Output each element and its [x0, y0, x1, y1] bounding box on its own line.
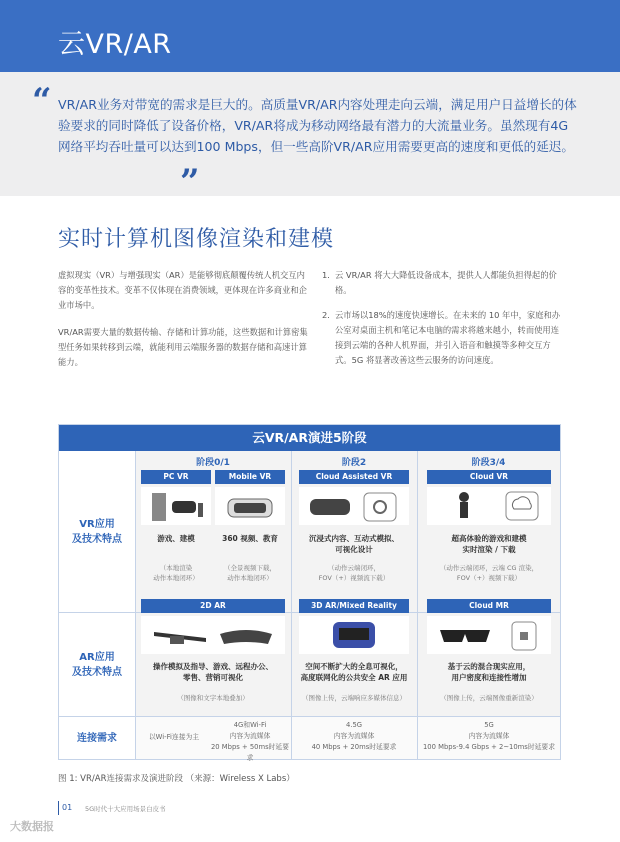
smartglasses-icon — [148, 618, 278, 652]
chip-cloud-vr: Cloud VR — [427, 470, 551, 484]
row-label-conn: 连接需求 — [59, 717, 135, 759]
page-number: 01 — [62, 803, 73, 812]
note: （本地渲染 动作本地闭环） — [153, 564, 199, 582]
left-column — [58, 268, 308, 382]
list-item-number: 2. — [322, 310, 330, 320]
list-item — [322, 268, 567, 298]
smartphone-icon — [520, 632, 528, 640]
conn-cell: 4G和Wi-Fi 内容为流媒体 20 Mbps + 50ms时延要求 — [210, 721, 290, 762]
chip-cloud-mr: Cloud MR — [427, 599, 551, 613]
footer-text: 5G时代十大应用场景白皮书 — [85, 805, 166, 813]
vr-headset-icon — [220, 489, 280, 523]
quote-close-mark: ” — [180, 162, 200, 202]
chip-3d-ar: 3D AR/Mixed Reality — [299, 599, 409, 613]
watermark: 大数据报 — [10, 820, 54, 833]
caption: 基于云的混合现实应用， 用户密度和连接性增加 — [447, 662, 531, 682]
table-title: 云VR/AR演进5阶段 — [59, 425, 560, 451]
quote-open-mark: “ — [32, 81, 52, 121]
left-paragraph: 虚拟现实（VR）与增强现实（AR）是能够彻底颠覆传统人机交互内容的变革性技术。变革不仅体现在消费领域，更体现在许多商业和企业市场中。 — [58, 270, 307, 310]
list-item — [322, 308, 567, 368]
conn-cell: 5G 内容为流媒体 100 Mbps-9.4 Gbps + 2~10ms时延要求 — [422, 721, 556, 751]
divider — [291, 451, 292, 759]
page-header — [0, 0, 620, 72]
stage-label: 阶段3/4 — [471, 458, 506, 468]
row-label-ar: AR应用 及技术特点 — [59, 613, 135, 716]
mobile-vr-image — [215, 487, 285, 525]
conn-cell: 以Wi-Fi连接为主 — [148, 733, 200, 741]
cloud-assisted-vr-image — [299, 487, 409, 525]
chip-mobile-vr: Mobile VR — [215, 470, 285, 484]
stage-label: 阶段0/1 — [196, 458, 230, 468]
list-item-text: 云 VR/AR 将大大降低设备成本，提供人人都能负担得起的价格。 — [335, 270, 557, 295]
caption: 360 视频、教育 — [222, 534, 278, 543]
2d-ar-image — [141, 616, 285, 654]
quote-text: VR/AR业务对带宽的需求是巨大的。高质量VR/AR内容处理走向云端，满足用户日益增长的体验要求的同时降低了设备价格，VR/AR将成为移动网络最有潜力的大流量业务。虽然现有4G网络平均吞吐量可以达到100 Mbps，但一些高阶VR/AR应用需要更高的速度和更低的延迟。 — [58, 97, 577, 154]
evolution-table — [58, 424, 561, 760]
page-header-title: 云VR/AR — [58, 29, 172, 60]
section-title: 实时计算机图像渲染和建模 — [58, 227, 335, 252]
footer-divider — [58, 801, 59, 815]
caption: 沉浸式内容、互动式模拟、 可视化设计 — [309, 534, 399, 554]
note: （图像和文字本地叠加） — [177, 694, 249, 702]
chip-pc-vr: PC VR — [141, 470, 211, 484]
pc-vr-image — [141, 487, 211, 525]
divider — [135, 451, 136, 759]
list-item-number: 1. — [322, 270, 330, 280]
sunglasses-icon — [434, 618, 544, 652]
note: （动作云端闭环， FOV（+）视频流下载） — [318, 564, 390, 582]
cloud-mr-image — [427, 616, 551, 654]
caption: 空间不断扩大的全息可视化， 高度联网化的公共安全 AR 应用 — [300, 662, 408, 682]
list-item-text: 云市场以18%的速度快速增长。在未来的 10 年中，家庭和办公室对桌面主机和笔记本电脑的需求将越来越小，转而使用连接到云端的各种人机界面，并引入语音和触摸等多种交互方式。5G 将显著改善这些云服务的访问速度。 — [335, 310, 561, 365]
cloud-vr-image — [427, 487, 551, 525]
note: （图像上传，云端图像重新渲染） — [440, 694, 538, 702]
right-column — [322, 268, 567, 378]
divider — [417, 451, 418, 759]
left-paragraph: VR/AR需要大量的数据传输、存储和计算功能，这些数据和计算密集型任务如果转移到云端，就能利用云端服务器的数据存储和高速计算能力。 — [58, 327, 308, 367]
stage-label: 阶段2 — [341, 458, 367, 468]
caption: 操作模拟及指导、游戏、远程办公、 零售、营销可视化 — [153, 662, 273, 682]
chip-cloud-assisted-vr: Cloud Assisted VR — [299, 470, 409, 484]
chip-2d-ar: 2D AR — [141, 599, 285, 613]
note: （图像上传，云端响应多媒体信息） — [302, 694, 406, 702]
note: （全景视频下载， 动作本地闭环） — [224, 564, 276, 582]
note: （动作云端闭环，云端 CG 渲染， FOV（+）视频下载） — [439, 564, 539, 582]
caption: 游戏、建模 — [157, 534, 195, 543]
vr-headset-icon — [304, 489, 404, 523]
vr-headset-icon — [146, 489, 206, 523]
figure-caption: 图 1: VR/AR连接需求及演进阶段 （来源：Wireless X Labs） — [58, 774, 295, 784]
caption: 超高体验的游戏和建模 实时渲染 / 下载 — [451, 534, 527, 554]
conn-cell: 4.5G 内容为流媒体 40 Mbps + 20ms时延要求 — [311, 721, 397, 751]
cloud-icon — [434, 489, 544, 523]
vr-headset-icon — [309, 618, 399, 652]
3d-ar-image — [299, 616, 409, 654]
row-label-vr: VR应用 及技术特点 — [59, 451, 135, 612]
